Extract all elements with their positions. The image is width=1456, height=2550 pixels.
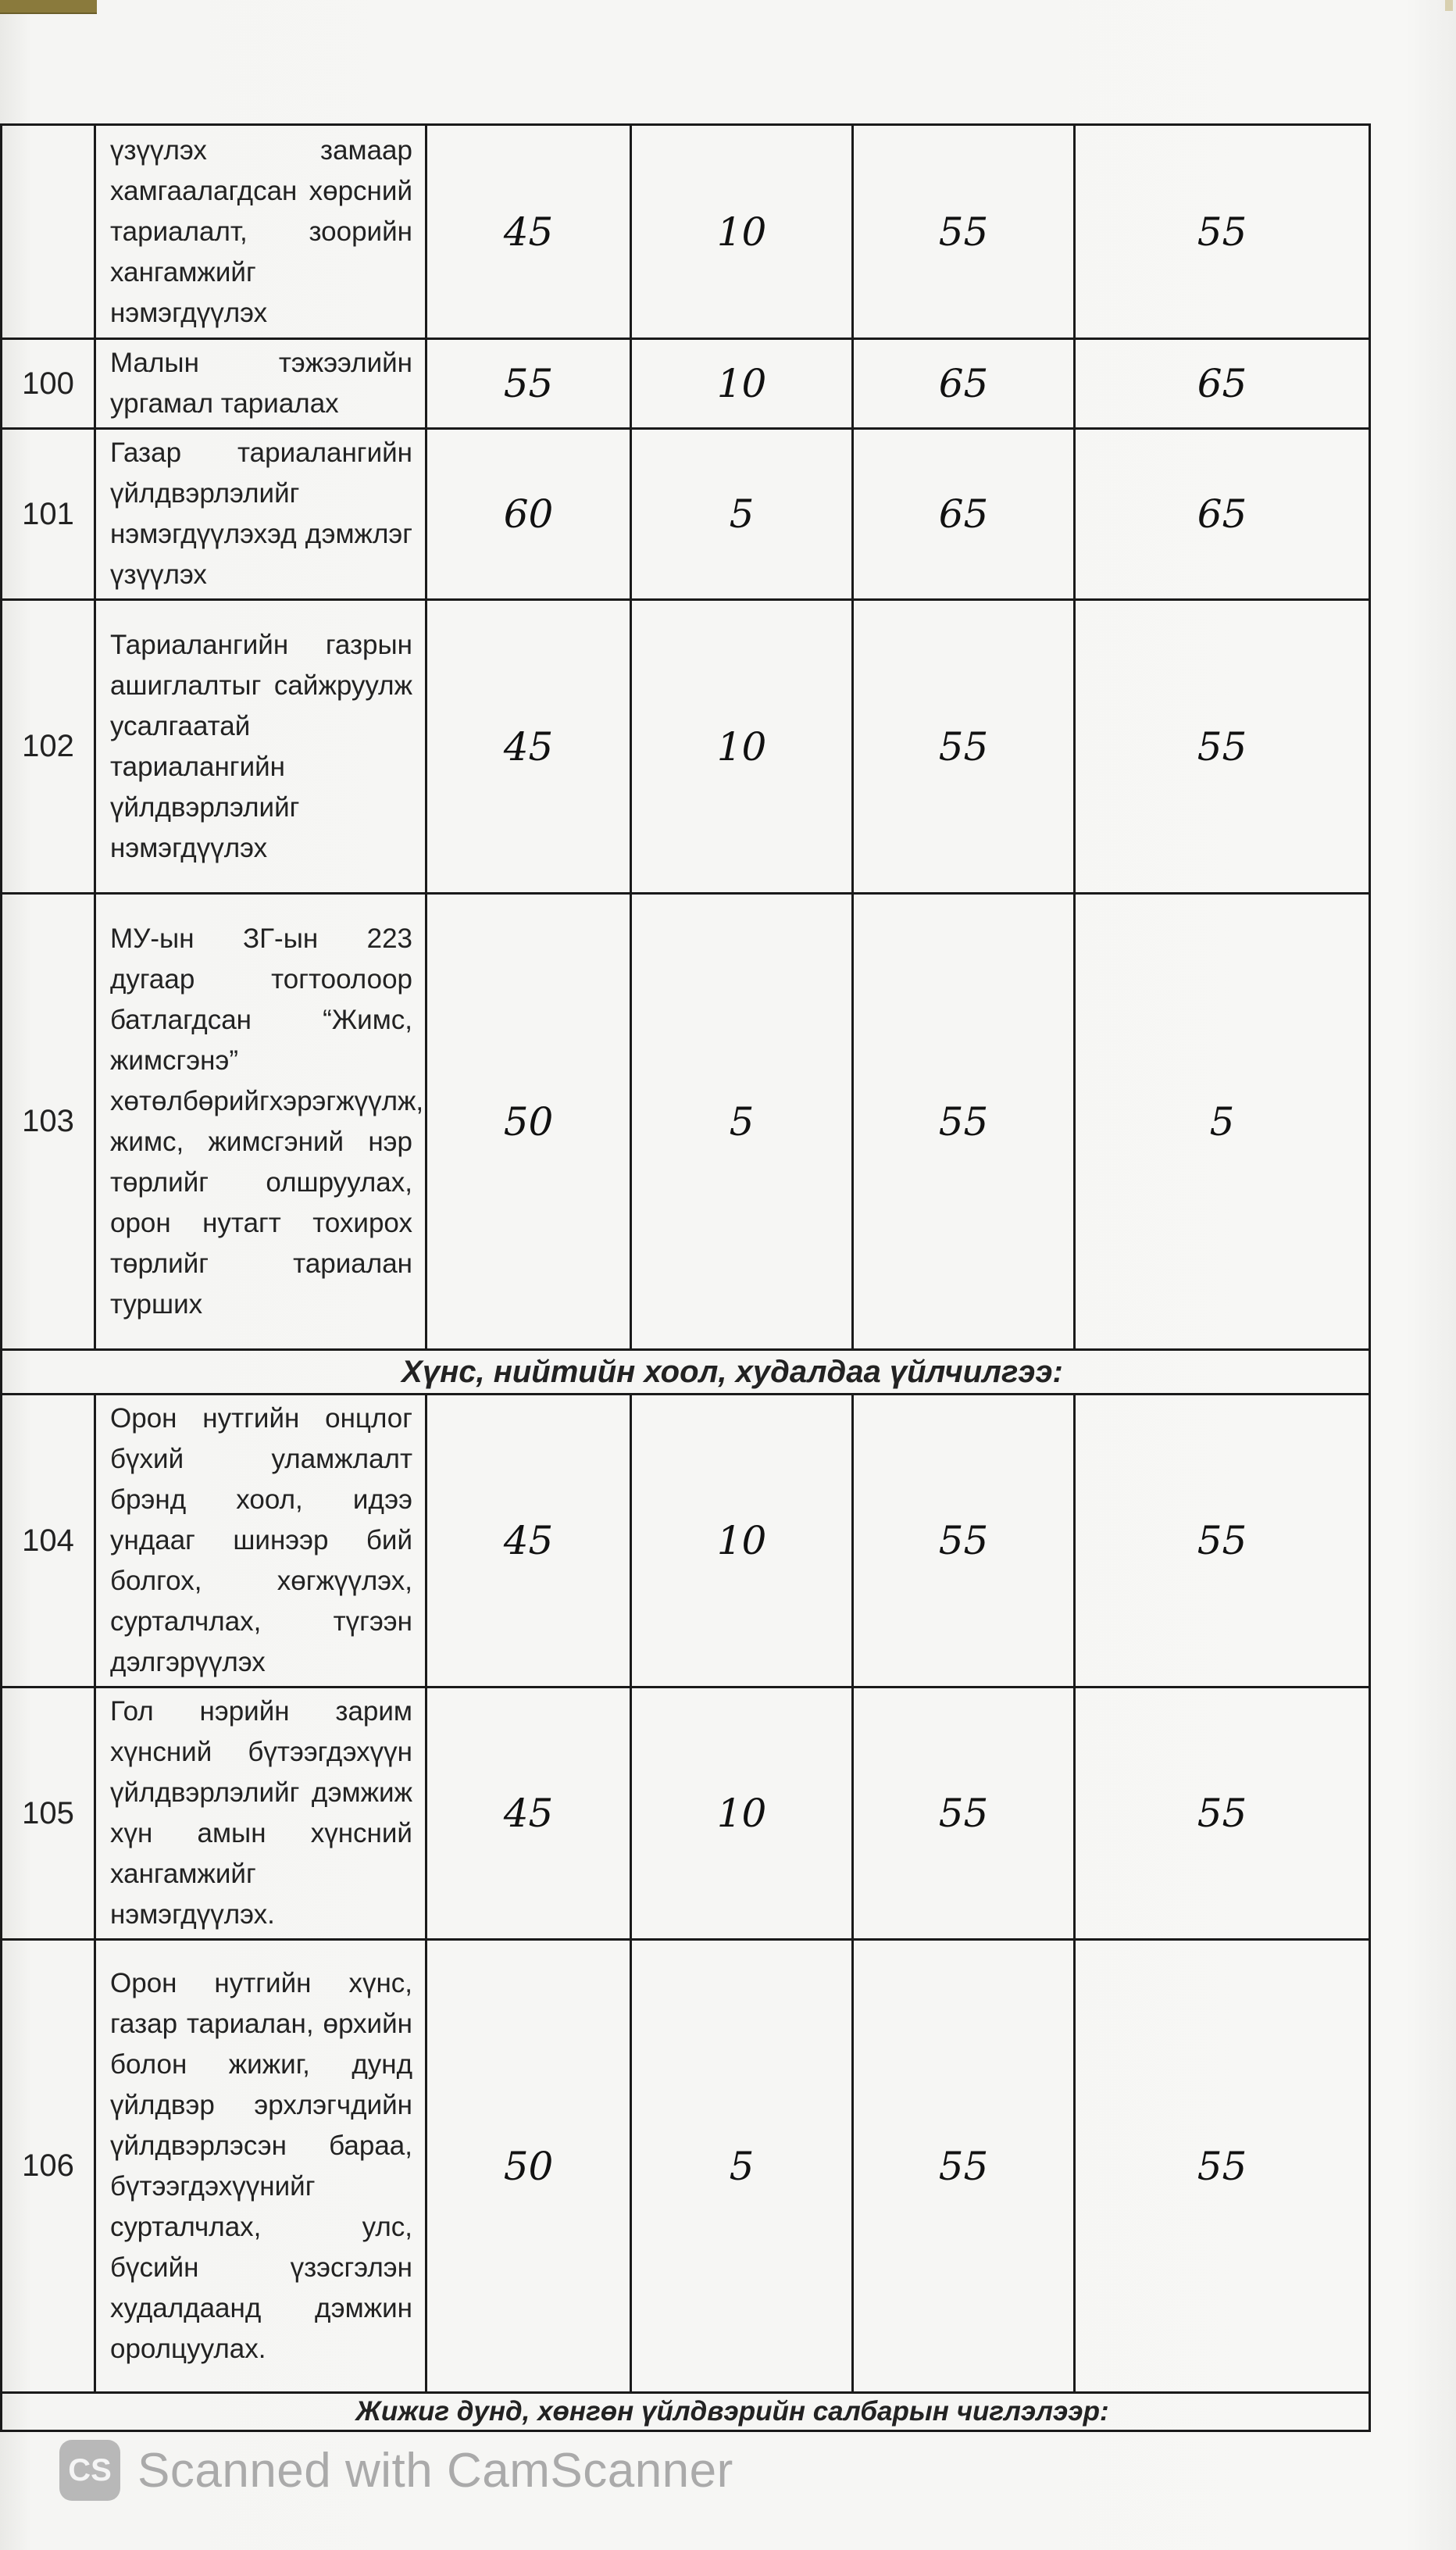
tape-strip — [0, 0, 97, 14]
row-number: 100 — [2, 339, 95, 429]
value-cell: 60 — [426, 429, 631, 600]
row-description: Орон нутгийн онцлог бүхий уламжлалт брэнд хоол, идээ ундааг шинээр бий болгох, хөгжүүлэх, сурталчлах, түгээн дэлгэрүүлэх — [95, 1395, 426, 1688]
value-cell: 45 — [426, 125, 631, 339]
value-cell: 5 — [631, 429, 853, 600]
row-number: 106 — [2, 1940, 95, 2393]
row-description: Тариалангийн газрын ашиглалтыг сайжруулж усалгаатай тариалангийн үйлдвэрлэлийг нэмэгдүүлэх — [95, 600, 426, 894]
value-cell: 55 — [853, 1688, 1075, 1940]
row-number: 102 — [2, 600, 95, 894]
value-cell: 55 — [853, 894, 1075, 1350]
table-row — [2, 1395, 1370, 1688]
row-description: үзүүлэх замаар хамгаалагдсан хөрсний тариалалт, зоорийн хангамжийг нэмэгдүүлэх — [95, 125, 426, 339]
section-heading: Жижиг дунд, хөнгөн үйлдвэрийн салбарын чиглэлээр: — [2, 2393, 1370, 2431]
value-cell: 10 — [631, 1688, 853, 1940]
value-cell: 55 — [853, 600, 1075, 894]
value-cell: 55 — [1075, 600, 1370, 894]
value-cell: 65 — [1075, 339, 1370, 429]
value-cell: 45 — [426, 1395, 631, 1688]
value-cell: 55 — [853, 125, 1075, 339]
table-row — [2, 600, 1370, 894]
value-cell: 55 — [1075, 1688, 1370, 1940]
section-row — [2, 1350, 1370, 1395]
value-cell: 65 — [1075, 429, 1370, 600]
value-cell: 10 — [631, 125, 853, 339]
row-number — [2, 125, 95, 339]
camscanner-watermark — [59, 2438, 733, 2503]
camscanner-logo-icon: CS — [59, 2440, 120, 2501]
watermark-text: Scanned with CamScanner — [137, 2443, 733, 2498]
value-cell: 10 — [631, 339, 853, 429]
row-description: Орон нутгийн хүнс, газар тариалан, өрхийн болон жижиг, дунд үйлдвэр эрхлэгчдийн үйлдвэрлэсэн бараа, бүтээгдэхүүнийг сурталчлах, улс, бүсийн үзэсгэлэн худалдаанд дэмжин оролцуулах. — [95, 1940, 426, 2393]
value-cell: 10 — [631, 600, 853, 894]
data-table — [0, 123, 1371, 2432]
table-row — [2, 339, 1370, 429]
row-number: 103 — [2, 894, 95, 1350]
value-cell: 55 — [1075, 1395, 1370, 1688]
value-cell: 65 — [853, 339, 1075, 429]
value-cell: 55 — [853, 1940, 1075, 2393]
row-description: МУ-ын ЗГ-ын 223 дугаар тогтоолоор батлагдсан “Жимс, жимсгэнэ” хөтөлбөрийгхэрэгжүүлж, жимс, жимсгэний нэр төрлийг олшруулах, орон нутагт тохирох төрлийг тариалан турших — [95, 894, 426, 1350]
value-cell: 55 — [1075, 1940, 1370, 2393]
section-row — [2, 2393, 1370, 2431]
row-number: 104 — [2, 1395, 95, 1688]
value-cell: 45 — [426, 1688, 631, 1940]
value-cell: 45 — [426, 600, 631, 894]
table-row — [2, 429, 1370, 600]
value-cell: 5 — [631, 894, 853, 1350]
value-cell: 65 — [853, 429, 1075, 600]
row-number: 101 — [2, 429, 95, 600]
table-row — [2, 125, 1370, 339]
value-cell: 55 — [1075, 125, 1370, 339]
value-cell: 5 — [1075, 894, 1370, 1350]
value-cell: 55 — [853, 1395, 1075, 1688]
table-row — [2, 894, 1370, 1350]
row-number: 105 — [2, 1688, 95, 1940]
value-cell: 50 — [426, 1940, 631, 2393]
row-description: Гол нэрийн зарим хүнсний бүтээгдэхүүн үйлдвэрлэлийг дэмжиж хүн амын хүнсний хангамжийг нэмэгдүүлэх. — [95, 1688, 426, 1940]
section-heading: Хүнс, нийтийн хоол, худалдаа үйлчилгээ: — [2, 1350, 1370, 1395]
value-cell: 50 — [426, 894, 631, 1350]
page-edge-mark — [1445, 0, 1453, 11]
value-cell: 10 — [631, 1395, 853, 1688]
row-description: Газар тариалангийн үйлдвэрлэлийг нэмэгдүүлэхэд дэмжлэг үзүүлэх — [95, 429, 426, 600]
table-row — [2, 1940, 1370, 2393]
value-cell: 55 — [426, 339, 631, 429]
row-description: Малын тэжээлийн ургамал тариалах — [95, 339, 426, 429]
value-cell: 5 — [631, 1940, 853, 2393]
table-row — [2, 1688, 1370, 1940]
